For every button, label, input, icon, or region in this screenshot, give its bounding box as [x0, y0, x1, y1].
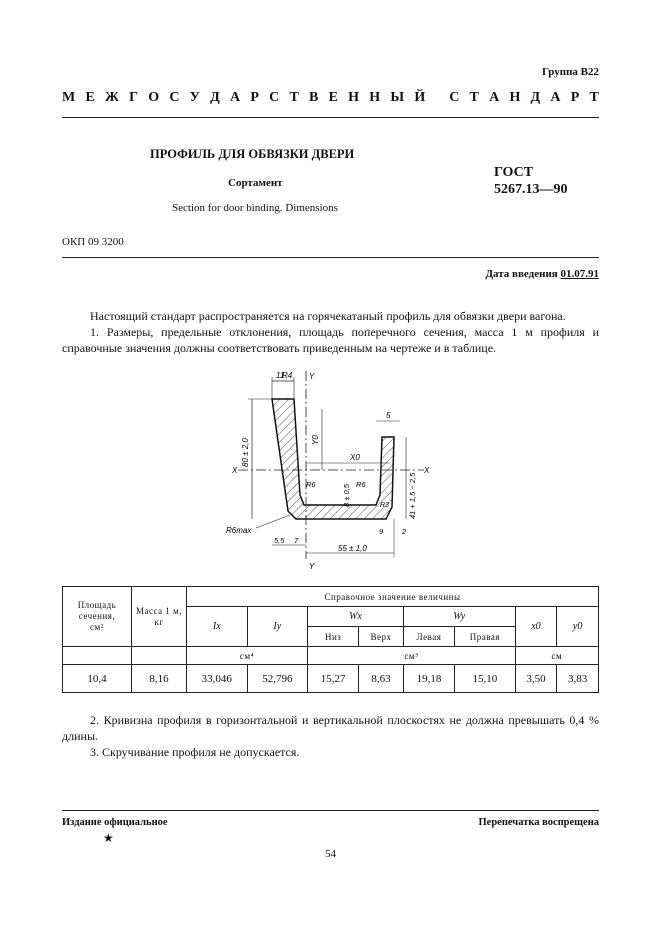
- cell-wy-right: 15,10: [455, 665, 516, 693]
- banner-letter: А: [489, 90, 500, 105]
- col-area-header: [63, 587, 132, 647]
- radius-r3: R3: [380, 502, 389, 509]
- cell-area: 10,4: [63, 665, 132, 693]
- group-label: Группа В22: [541, 66, 599, 78]
- footer-rule: [62, 810, 599, 811]
- axis-x-left: X: [232, 466, 238, 475]
- col-wy-right: Правая: [455, 627, 516, 647]
- cell-wx-top: 8,63: [359, 665, 404, 693]
- unit-cm3: см³: [308, 647, 516, 665]
- table-header-row-1: [63, 587, 599, 607]
- units-mass: [132, 647, 187, 665]
- dim-41: 41 + 1,5 − 2,5: [408, 472, 417, 519]
- intro-paragraphs: [62, 308, 599, 356]
- col-x0: x0: [515, 607, 557, 647]
- cell-ix: 33,046: [187, 665, 248, 693]
- radius-r6-right: R6: [356, 480, 366, 489]
- dim-5: 5: [386, 411, 391, 420]
- axis-x-right: X: [424, 466, 430, 475]
- star-icon: ★: [103, 831, 114, 845]
- dim-80: 80 ± 2,0: [241, 438, 250, 467]
- cell-wx-low: 15,27: [308, 665, 359, 693]
- banner-letter: С: [269, 90, 280, 105]
- dim-55-1: 55 ± 1,0: [338, 544, 367, 553]
- cell-iy: 52,796: [247, 665, 308, 693]
- banner-letter: Т: [589, 90, 599, 105]
- col-wy: Wy: [403, 607, 515, 627]
- banner-letter: Д: [210, 90, 220, 105]
- col-iy: Iy: [247, 607, 308, 647]
- dim-x0: X0: [350, 453, 360, 462]
- english-title: Section for door binding. Dimensions: [172, 202, 338, 214]
- table-row: [63, 665, 599, 693]
- banner-letter: С: [449, 90, 460, 105]
- dim-9: 9: [379, 527, 384, 536]
- profile-drawing: [210, 367, 450, 572]
- document-subtitle: Сортамент: [228, 177, 283, 189]
- dim-7: 7: [294, 536, 299, 545]
- effective-date-label: Дата введения: [485, 268, 558, 280]
- dim-5-5: 5,5: [274, 536, 285, 545]
- paragraph-scope: Настоящий стандарт распространяется на горячекатаный профиль для обвязки двери вагона.: [90, 309, 566, 323]
- banner-letter: Н: [509, 90, 521, 105]
- banner-letter: Т: [469, 90, 479, 105]
- gost-number: [494, 164, 568, 198]
- okp-code: ОКП 09 3200: [62, 236, 124, 248]
- header-rule: [62, 117, 599, 118]
- banner-letter: Н: [369, 90, 381, 105]
- banner-letter: Г: [129, 90, 138, 105]
- document-title: ПРОФИЛЬ ДЛЯ ОБВЯЗКИ ДВЕРИ: [150, 147, 355, 161]
- radius-r4: R4: [282, 371, 293, 380]
- axis-y-top: Y: [309, 372, 315, 381]
- dim-8: 8 ± 0,5: [342, 484, 351, 507]
- banner-letter: О: [148, 90, 160, 105]
- gost-label: ГОСТ: [494, 165, 534, 180]
- profile-section: [272, 399, 394, 519]
- properties-table: [62, 586, 599, 693]
- unit-cm: см: [515, 647, 598, 665]
- cell-y0: 3,83: [557, 665, 599, 693]
- col-wx: Wx: [308, 607, 404, 627]
- banner-letter: С: [169, 90, 180, 105]
- dim-y0: Y0: [311, 435, 320, 445]
- cell-wy-left: 19,18: [403, 665, 454, 693]
- closing-paragraphs: [62, 712, 599, 760]
- ref-values-header: Справочное значение величины: [187, 587, 599, 607]
- dim-2: 2: [402, 527, 407, 536]
- effective-date-value: 01.07.91: [560, 268, 599, 280]
- axis-y-bottom: Y: [309, 562, 315, 571]
- banner-letter: [435, 90, 439, 106]
- col-y0: y0: [557, 607, 599, 647]
- official-edition: Издание официальное: [62, 817, 168, 828]
- banner-letter: А: [550, 90, 561, 105]
- col-ix: Ix: [187, 607, 248, 647]
- banner-letter: Т: [289, 90, 299, 105]
- banner-letter: У: [189, 90, 200, 105]
- col-wy-left: Левая: [403, 627, 454, 647]
- table-units-row: [63, 647, 599, 665]
- paragraph-2: 2. Кривизна профиля в горизонтальной и вертикальной плоскостях не должна превышать 0,4 % длины.: [62, 713, 599, 743]
- col-mass-label: Масса 1 м, кг: [135, 605, 183, 627]
- banner-letter: В: [309, 90, 319, 105]
- effective-date: [485, 268, 599, 280]
- col-wx-top: Верх: [359, 627, 404, 647]
- col-mass-header: [132, 587, 187, 647]
- banner-letter: Е: [85, 90, 95, 105]
- unit-cm4: см⁴: [187, 647, 308, 665]
- leader-r6max: [256, 515, 290, 528]
- cell-x0: 3,50: [515, 665, 557, 693]
- banner-letter: Р: [570, 90, 580, 105]
- banner-letter: М: [62, 90, 76, 105]
- dim-11: 11: [276, 371, 285, 380]
- gost-code: 5267.13—90: [494, 182, 568, 197]
- col-area-unit: см²: [90, 622, 104, 632]
- col-area-label: Площадь сечения,: [77, 600, 117, 621]
- cell-mass: 8,16: [132, 665, 187, 693]
- banner-letter: Д: [530, 90, 541, 105]
- paragraph-1: 1. Размеры, предельные отклонения, площадь поперечного сечения, масса 1 м профиля и справочные значения должны соответствовать приведенным на чертеже и в таблице.: [62, 325, 599, 355]
- banner-letter: А: [230, 90, 241, 105]
- banner-letter: Ж: [105, 90, 119, 105]
- radius-r6max: R6max: [226, 526, 252, 535]
- col-wx-low: Низ: [308, 627, 359, 647]
- units-area: [63, 647, 132, 665]
- page-number: 54: [325, 848, 336, 860]
- banner-letter: Й: [414, 90, 426, 105]
- banner-letter: Р: [250, 90, 259, 105]
- radius-r6-left: R6: [306, 480, 316, 489]
- banner-letter: Ы: [390, 90, 405, 105]
- title-rule: [62, 257, 599, 258]
- reprint-prohibited: Перепечатка воспрещена: [478, 817, 599, 828]
- banner-letter: Е: [328, 90, 338, 105]
- standard-banner: [62, 90, 599, 106]
- banner-letter: Н: [348, 90, 360, 105]
- paragraph-3: 3. Скручивание профиля не допускается.: [90, 745, 300, 759]
